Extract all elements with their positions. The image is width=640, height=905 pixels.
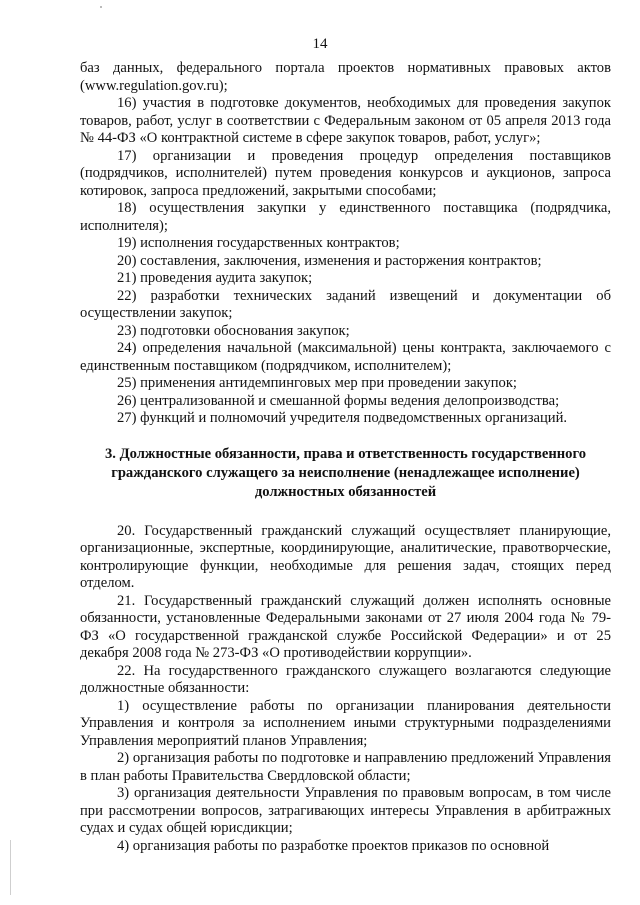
paragraph: 23) подготовки обоснования закупок; — [117, 322, 350, 339]
page-number: 14 — [312, 36, 328, 52]
document-body — [80, 60, 611, 855]
paragraph: 3) организация деятельности Управления по правовым вопросам, в том числе при рассмотрении вопросов, затрагивающих интересы Управления в арбитражных судах и судах общей юрисдикции; — [80, 785, 611, 836]
list-after-heading — [80, 523, 611, 856]
scan-margin-line — [10, 840, 11, 895]
paragraph: 20) составления, заключения, изменения и расторжения контрактов; — [117, 252, 542, 269]
paragraph: 21) проведения аудита закупок; — [117, 270, 313, 286]
paragraph: 17) организации и проведения процедур определения поставщиков (подрядчиков, исполнителей) путем проведения конкурсов и аукционов, запроса котировок, запроса предложений, закрытыми способами; — [80, 147, 611, 199]
paragraph: 16) участия в подготовке документов, необходимых для проведения закупок товаров, работ, услуг в соответствии с Федеральным законом от 05 апреля 2013 года № 44-ФЗ «О контрактной системе в сфере закупок товаров, работ, услуг»; — [80, 95, 611, 146]
paragraph: 27) функций и полномочий учредителя подведомственных организаций. — [117, 410, 568, 426]
paragraph: 18) осуществления закупки у единственного поставщика (подрядчика, исполнителя); — [80, 200, 611, 234]
paragraph: 4) организация работы по разработке проектов приказов по основной — [117, 837, 550, 854]
paragraph: 21. Государственный гражданский служащий должен исполнять основные обязанности, установленные Федеральными законами от 27 июля 2004 года № 79-ФЗ «О государственной гражданской службе Российской Федерации» и от 25 декабря 2008 года № 273-ФЗ «О противодействии коррупции». — [80, 592, 611, 661]
list-before-heading — [80, 60, 611, 428]
paragraph: 26) централизованной и смешанной формы ведения делопроизводства; — [117, 392, 560, 409]
scan-speck — [100, 6, 102, 8]
paragraph: 2) организация работы по подготовке и направлению предложений Управления в план работы Правительства Свердловской области; — [80, 750, 611, 784]
paragraph: 1) осуществление работы по организации планирования деятельности Управления и контроля за исполнением иными структурными подразделениями Управления мероприятий планов Управления; — [80, 697, 611, 749]
paragraph: 24) определения начальной (максимальной) цены контракта, заключаемого с единственным поставщиком (подрядчиком, исполнителем); — [80, 340, 611, 374]
paragraph: 22. На государственного гражданского служащего возлагаются следующие должностные обязанности: — [80, 662, 611, 696]
paragraph: 22) разработки технических заданий извещений и документации об осуществлении закупок; — [80, 287, 611, 321]
section-heading-line: гражданского служащего за неисполнение (ненадлежащее исполнение) — [111, 464, 580, 481]
paragraph: 20. Государственный гражданский служащий осуществляет планирующие, организационные, экспертные, координирующие, аналитические, правотворческие, контролирующие функции, необходимые для решения задач, стоящих перед отделом. — [80, 522, 611, 591]
paragraph: 19) исполнения государственных контрактов; — [117, 235, 400, 251]
heading-spacer — [80, 502, 611, 523]
section-heading-line: должностных обязанностей — [254, 483, 437, 500]
section-heading-line: 3. Должностные обязанности, права и ответственность государственного — [104, 445, 587, 462]
paragraph: баз данных, федерального портала проектов нормативных правовых актов (www.regulation.gov.ru); — [80, 60, 611, 94]
section-heading — [80, 445, 611, 502]
paragraph: 25) применения антидемпинговых мер при проведении закупок; — [117, 375, 517, 391]
